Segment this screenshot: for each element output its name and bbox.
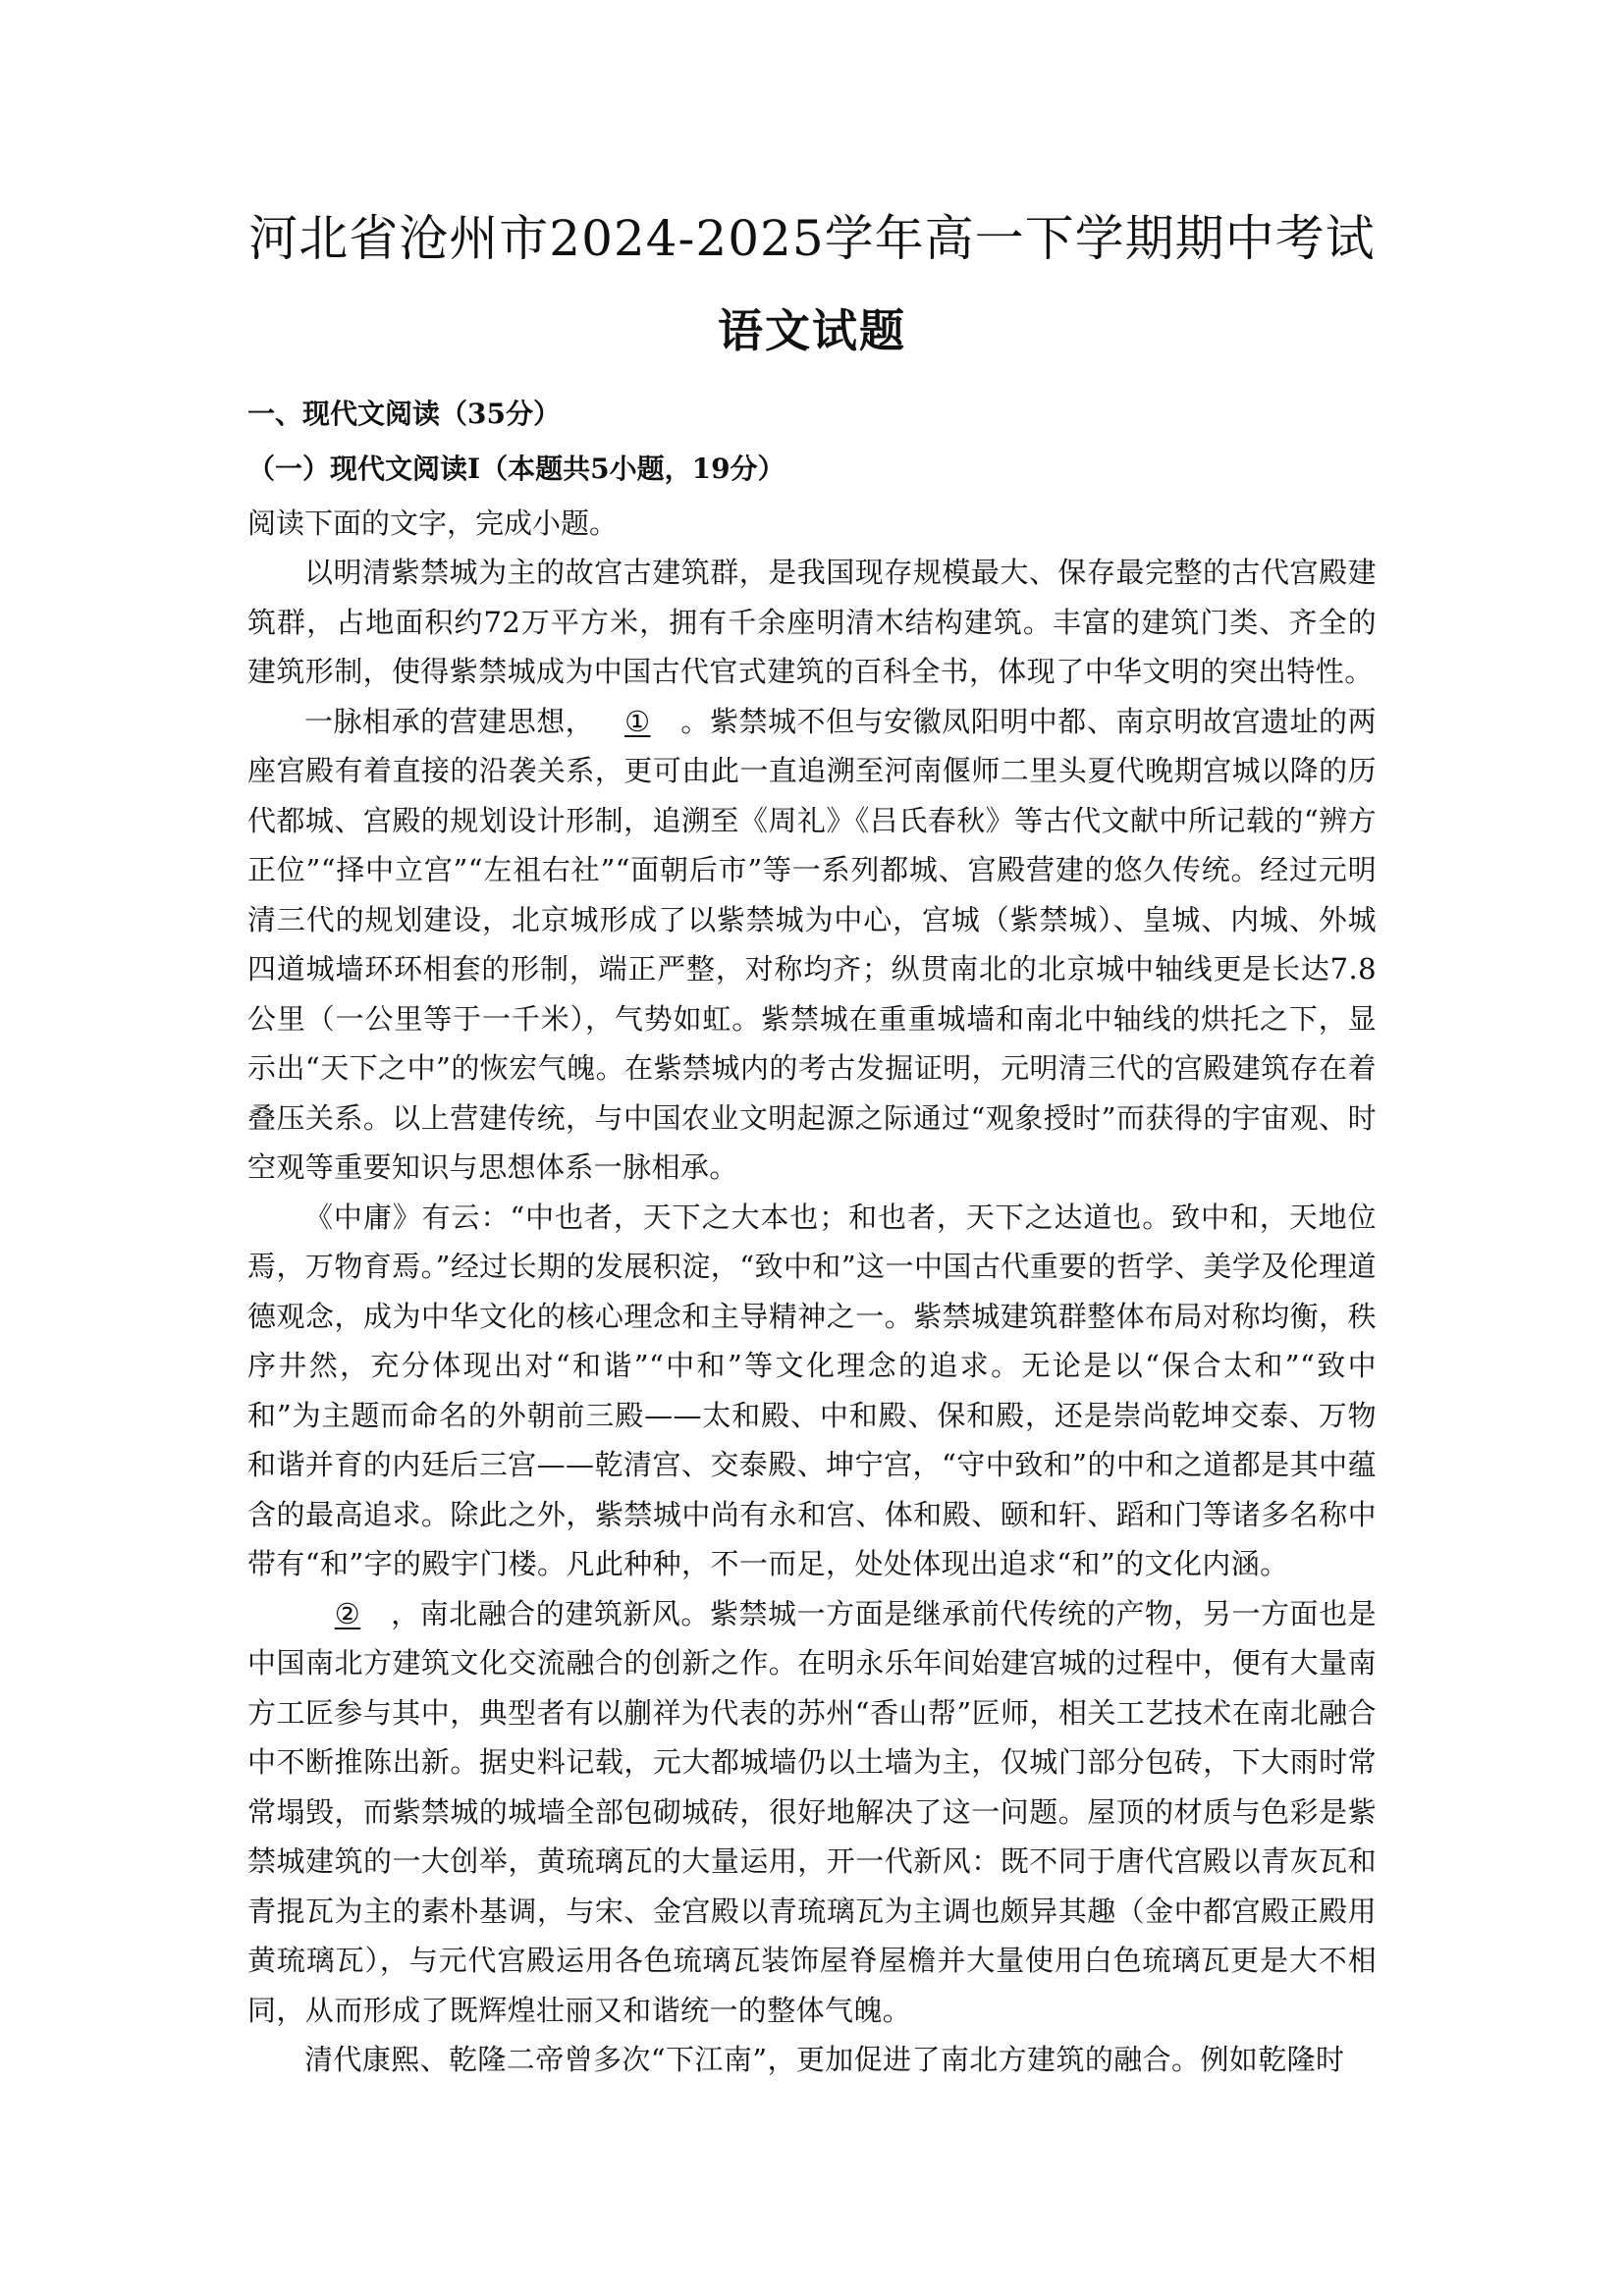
fill-blank-1: ① (624, 704, 651, 738)
paragraph-5 (247, 2035, 1377, 2085)
paragraph-text-after-blank: ，南北融合的建筑新风。紫禁城一方面是继承前代传统的产物，另一方面也是中国南北方建筑文化交流融合的创新之作。在明永乐年间始建宫城的过程中，便有大量南方工匠参与其中，典型者有以蒯祥为代表的苏州“香山帮”匠师，相关工艺技术在南北融合中不断推陈出新。据史料记载，元大都城墙仍以土墙为主，仅城门部分包砖，下大雨时常常塌毁，而紫禁城的城墙全部包砌城砖，很好地解决了这一问题。屋顶的材质与色彩是紫禁城建筑的一大创举，黄琉璃瓦的大量运用，开一代新风：既不同于唐代宫殿以青灰瓦和青掍瓦为主的素朴基调，与宋、金宫殿以青琉璃瓦为主调也颇异其趣（金中都宫殿正殿用黄琉璃瓦），与元代宫殿运用各色琉璃瓦装饰屋脊屋檐并大量使用白色琉璃瓦更是大不相同，从而形成了既辉煌壮丽又和谐统一的整体气魄。 (247, 1596, 1377, 2027)
fill-blank-2: ② (334, 1596, 361, 1630)
paragraph-2 (247, 697, 1377, 1193)
paragraph-4 (247, 1589, 1377, 2036)
paragraph-text: 清代康熙、乾隆二帝曾多次“下江南”，更加促进了南北方建筑的融合。例如乾隆时 (304, 2043, 1345, 2076)
paragraph-1 (247, 548, 1377, 697)
section-heading: 一、现代文阅读（35分） (247, 398, 561, 430)
document-subtitle: 语文试题 (718, 304, 906, 357)
paragraph-3 (247, 1193, 1377, 1589)
subsection-heading: （一）现代文阅读Ⅰ（本题共5小题，19分） (247, 453, 785, 485)
paragraph-text: 《中庸》有云：“中也者，天下之大本也；和也者，天下之达道也。致中和，天地位焉，万物育焉。”经过长期的发展积淀，“致中和”这一中国古代重要的哲学、美学及伦理道德观念，成为中华文化的核心理念和主导精神之一。紫禁城建筑群整体布局对称均衡，秩序井然，充分体现出对“和谐”“中和”等文化理念的追求。无论是以“保合太和”“致中和”为主题而命名的外朝前三殿——太和殿、中和殿、保和殿，还是崇尚乾坤交泰、万物和谐并育的内廷后三宫——乾清宫、交泰殿、坤宁宫，“守中致和”的中和之道都是其中蕴含的最高追求。除此之外，紫禁城中尚有永和宫、体和殿、颐和轩、蹈和门等诸多名称中带有“和”字的殿宇门楼。凡此种种，不一而足，处处体现出追求“和”的文化内涵。 (247, 1200, 1377, 1580)
paragraph-text: 以明清紫禁城为主的故宫古建筑群，是我国现存规模最大、保存最完整的古代宫殿建筑群，占地面积约72万平方米，拥有千余座明清木结构建筑。丰富的建筑门类、齐全的建筑形制，使得紫禁城成为中国古代官式建筑的百科全书，体现了中华文明的突出特性。 (247, 556, 1377, 688)
paragraph-text-before-blank: 一脉相承的营建思想， (304, 704, 595, 738)
paragraph-text-after-blank: 。紫禁城不但与安徽凤阳明中都、南京明故宫遗址的两座宫殿有着直接的沿袭关系，更可由此一直追溯至河南偃师二里头夏代晚期宫城以降的历代都城、宫殿的规划设计形制，追溯至《周礼》《吕氏春秋》等古代文献中所记载的“辨方正位”“择中立宫”“左祖右社”“面朝后市”等一系列都城、宫殿营建的悠久传统。经过元明清三代的规划建设，北京城形成了以紫禁城为中心，宫城（紫禁城）、皇城、内城、外城四道城墙环环相套的形制，端正严整，对称均齐；纵贯南北的北京城中轴线更是长达7.8公里（一公里等于一千米），气势如虹。紫禁城在重重城墙和南北中轴线的烘托之下，显示出“天下之中”的恢宏气魄。在紫禁城内的考古发掘证明，元明清三代的宫殿建筑存在着叠压关系。以上营建传统，与中国农业文明起源之际通过“观象授时”而获得的宇宙观、时空观等重要知识与思想体系一脉相承。 (247, 704, 1377, 1184)
reading-instruction: 阅读下面的文字，完成小题。 (247, 507, 619, 540)
document-title: 河北省沧州市2024-2025学年高一下学期期中考试 (248, 210, 1376, 267)
